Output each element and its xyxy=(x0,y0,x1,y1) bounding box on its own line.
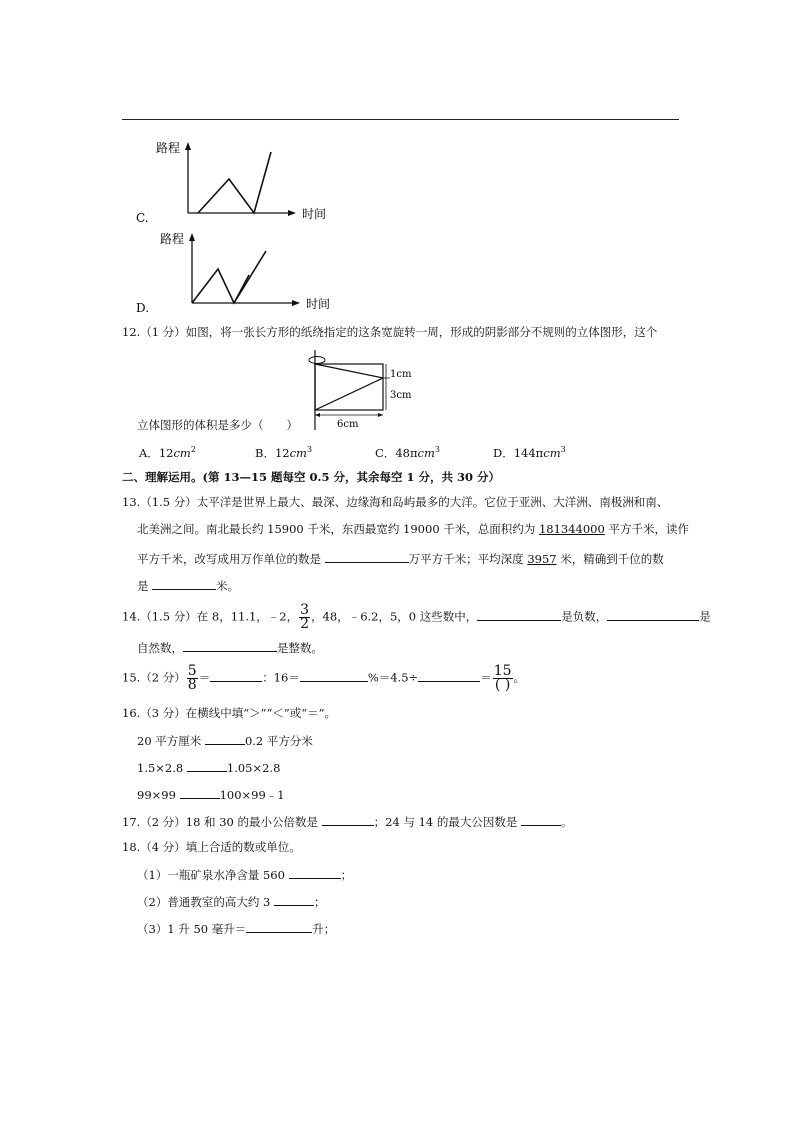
fraction-numerator: 3 xyxy=(300,602,310,618)
q18-item-2 xyxy=(137,893,325,910)
q14-blank-negative[interactable] xyxy=(477,608,561,621)
q15-fraction-1 xyxy=(187,665,198,692)
graph-c-ylabel: 路程 xyxy=(156,141,181,155)
q13-area-number: 181344000 xyxy=(538,522,605,536)
q15-blank-2[interactable] xyxy=(300,669,368,682)
graph-c-xlabel: 时间 xyxy=(302,207,327,221)
q17-blank-gcd[interactable] xyxy=(521,813,561,826)
q15-fraction-2 xyxy=(493,665,513,692)
q18-text: ； xyxy=(313,895,326,909)
q12-option-b[interactable] xyxy=(255,442,312,461)
fraction-numerator: 5 xyxy=(187,663,197,679)
shaded-triangle xyxy=(315,364,383,410)
q18-item-3 xyxy=(137,920,335,937)
q15-line xyxy=(122,665,525,692)
q16-row-3 xyxy=(137,786,285,803)
fraction-numerator: 15 xyxy=(493,663,512,679)
q17-text: 17.（2 分）18 和 30 的最小公倍数是 xyxy=(122,815,322,829)
option-exp: 3 xyxy=(306,445,313,454)
q16-blank-1[interactable] xyxy=(205,732,245,745)
q17-text: ；24 与 14 的最大公因数是 xyxy=(373,815,522,829)
fraction-denominator: 8 xyxy=(187,677,197,693)
graph-c-option-label: C. xyxy=(136,211,149,225)
q13-text: 米。 xyxy=(216,579,240,593)
q13-text: 平方千米，改写成用万作单位的数是 xyxy=(137,552,325,566)
q13-line-3 xyxy=(137,550,664,567)
q13-text: 万平方千米；平均深度 xyxy=(408,552,528,566)
option-letter: C． xyxy=(375,445,396,460)
graph-d-xlabel: 时间 xyxy=(306,297,331,311)
q14-text: 14.（1.5 分）在 8，11.1，﹣2， xyxy=(122,609,299,624)
q14-line-1 xyxy=(122,604,711,631)
graph-d-svg xyxy=(130,228,340,318)
q16-right: 100×99﹣1 xyxy=(219,788,285,802)
graph-d-line-a xyxy=(192,269,249,303)
q14-line-2 xyxy=(137,639,323,656)
q16-stem: 16.（3 分）在横线中填“＞”“＜”或“＝”。 xyxy=(122,706,337,720)
q14-text: 自然数， xyxy=(137,641,183,655)
q16-row-1 xyxy=(137,732,313,749)
q16-right: 1.05×2.8 xyxy=(226,761,281,775)
q17-line xyxy=(122,813,573,830)
q16-left: 1.5×2.8 xyxy=(137,761,187,775)
option-letter: D． xyxy=(493,445,514,460)
graph-d-x-arrow xyxy=(292,300,300,306)
q16-row-2 xyxy=(137,759,280,776)
q18-item-1 xyxy=(137,866,352,883)
q12-stem-2: 立体图形的体积是多少（ ） xyxy=(137,418,298,432)
option-unit: cm xyxy=(173,445,191,460)
q18-text: （1）一瓶矿泉水净含量 560 xyxy=(137,868,289,882)
dim-arrow-left xyxy=(315,413,320,417)
option-value: 12 xyxy=(158,445,174,460)
dim-arrow-right xyxy=(378,413,383,417)
q12-stem: 12.（1 分）如图，将一张长方形的纸绕指定的这条宽旋转一周，形成的阴影部分不规则的立体图形，这个 xyxy=(122,325,658,339)
graph-d-ylabel: 路程 xyxy=(160,232,185,246)
fraction-denominator-blank[interactable]: ( ) xyxy=(494,677,511,693)
q15-text: 15.（2 分） xyxy=(122,670,186,685)
option-value: 48π xyxy=(395,445,418,460)
header-rule xyxy=(122,119,679,120)
q18-text: （3）1 升 50 毫升＝ xyxy=(137,922,247,936)
dim-1cm-label: 1cm xyxy=(390,369,412,380)
rotation-arrow-icon xyxy=(309,357,325,364)
q13-line-1: 13.（1.5 分）太平洋是世界上最大、最深、边缘海和岛屿最多的大洋。它位于亚洲、大洋洲、南极洲和南、 xyxy=(122,495,669,509)
option-value: 144π xyxy=(513,445,544,460)
q15-text: ＝ xyxy=(480,670,492,685)
q13-depth-number: 3957 xyxy=(527,552,557,566)
q16-right: 0.2 平方分米 xyxy=(244,734,313,748)
q13-blank-wan[interactable] xyxy=(325,550,409,563)
graph-c-y-arrow xyxy=(185,142,191,150)
q14-blank-natural[interactable] xyxy=(607,608,699,621)
option-unit: cm xyxy=(289,445,307,460)
q13-line-4 xyxy=(137,577,239,594)
q14-text: 是整数。 xyxy=(277,641,323,655)
option-exp: 3 xyxy=(560,445,566,454)
dim-6cm-label: 6cm xyxy=(337,419,359,430)
q12-option-d[interactable] xyxy=(493,442,566,461)
q15-text: 。 xyxy=(513,670,526,685)
option-unit: cm xyxy=(543,445,561,460)
q14-fraction xyxy=(299,604,310,631)
q12-figure xyxy=(306,350,416,432)
graph-c-svg xyxy=(130,136,340,228)
graph-d-line-b xyxy=(234,251,266,303)
dim-3cm-label: 3cm xyxy=(390,390,412,401)
q18-blank-2[interactable] xyxy=(274,893,314,906)
q13-text: 平方千米，读作 xyxy=(604,522,689,536)
q18-text: （2）普通教室的高大约 3 xyxy=(137,895,274,909)
option-letter: A． xyxy=(139,445,159,460)
q13-blank-thousand[interactable] xyxy=(152,577,216,590)
q17-blank-lcm[interactable] xyxy=(322,813,374,826)
q12-option-a[interactable] xyxy=(139,442,196,461)
graph-d-y-arrow xyxy=(189,233,195,241)
q16-left: 99×99 xyxy=(137,788,180,802)
q18-text: ； xyxy=(340,868,353,882)
graph-d-option-label: D. xyxy=(136,301,150,315)
q15-blank-1[interactable] xyxy=(210,669,262,682)
q18-blank-1[interactable] xyxy=(289,866,341,879)
q14-text: 是负数， xyxy=(561,609,608,624)
q15-text: ＝ xyxy=(198,670,211,685)
option-letter: B． xyxy=(255,445,275,460)
q17-text: 。 xyxy=(561,815,573,829)
fraction-denominator: 2 xyxy=(300,616,310,632)
q12-option-c[interactable] xyxy=(375,442,440,461)
q16-left: 20 平方厘米 xyxy=(137,734,205,748)
q18-text: 升； xyxy=(312,922,336,936)
q14-blank-integer[interactable] xyxy=(183,639,277,652)
graph-c-x-arrow xyxy=(288,210,296,216)
q15-blank-3[interactable] xyxy=(418,669,480,682)
q13-text: 是 xyxy=(137,579,153,593)
q13-line-2 xyxy=(137,521,689,537)
q13-text: 米，精确到千位的数 xyxy=(556,552,664,566)
option-unit: cm xyxy=(417,445,435,460)
q15-text: ：16＝ xyxy=(262,670,300,685)
option-value: 12 xyxy=(274,445,290,460)
q18-blank-3[interactable] xyxy=(246,920,312,933)
q18-stem: 18.（4 分）填上合适的数或单位。 xyxy=(122,840,301,854)
q14-text: 是 xyxy=(699,609,711,624)
q16-blank-3[interactable] xyxy=(180,786,220,799)
graph-c-line xyxy=(198,152,271,213)
q15-text: %＝4.5÷ xyxy=(367,670,419,685)
q14-text: ，48，﹣6.2，5，0 这些数中， xyxy=(311,609,478,624)
option-exp: 3 xyxy=(434,445,440,454)
option-exp: 2 xyxy=(190,445,196,454)
q16-blank-2[interactable] xyxy=(187,759,227,772)
section-2-heading: 二、理解运用。(第 13—15 题每空 0.5 分，其余每空 1 分，共 30 分） xyxy=(122,470,500,484)
q13-text: 北美洲之间。南北最长约 15900 千米，东西最宽约 19000 千米，总面积约为 xyxy=(137,522,539,536)
